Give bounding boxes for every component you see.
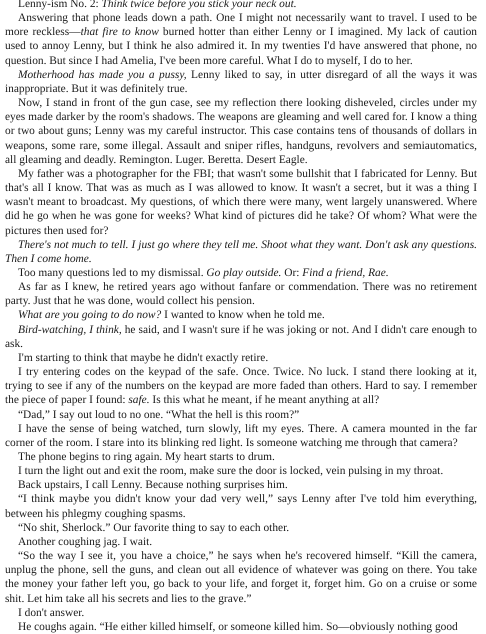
italic-text: Bird-watching, I think, (18, 323, 122, 336)
paragraph (5, 11, 477, 68)
body-text: My father was a photographer for the FBI; that wasn't some bullshit that I fabricated for Lenny. But that's all I know. That was as much as I was allowed to know. It wasn't a secret, but it was a thing I wasn't meant to broadcast. My questions, of which there were many, went largely unanswered. Where did he go when he was gone for weeks? What kind of pictures did he take? Of whom? What were the pictures then used for? (5, 167, 477, 237)
body-text: “So the way I see it, you have a choice,” he says when he's recovered himself. “Kill the camera, unplug the phone, sell the guns, and clean out all evidence of whatever was going on there. You take the money your father left you, go back to your life, and forget it, forget him. Go on a cruise or some shit. Let him take all his secrets and lies to the grave.” (5, 550, 477, 605)
body-text: The phone begins to ring again. My heart starts to drum. (18, 451, 275, 463)
body-text: Is this what he meant, if he meant anything at all? (149, 394, 380, 407)
body-text: Lenny liked to say, in utter disregard of all the ways it was inappropriate. But it was definitely true. (5, 68, 477, 95)
body-text: Back upstairs, I call Lenny. Because nothing surprises him. (18, 479, 288, 492)
paragraph (5, 464, 477, 478)
paragraph (5, 351, 477, 365)
body-text: I'm starting to think that maybe he didn't exactly retire. (18, 351, 269, 364)
body-text: As far as I knew, he retired years ago without fanfare or commendation. There was no retirement party. Just that he was done, would collect his pension. (5, 281, 477, 308)
paragraph (5, 365, 477, 407)
paragraph (5, 167, 477, 238)
italic-text: safe. (128, 394, 150, 407)
italic-text: Motherhood has made you a pussy, (18, 68, 187, 81)
paragraph (5, 96, 477, 167)
body-text: I turn the light out and exit the room, make sure the door is locked, vein pulsing in my throat. (18, 465, 444, 478)
paragraph (5, 308, 477, 322)
body-text: Another coughing jag. I wait. (18, 535, 153, 548)
body-text: Too many questions led to my dismissal. (18, 266, 207, 279)
body-text: “Dad,” I say out loud to no one. “What the hell is this room?” (18, 408, 300, 421)
body-text: Or: (281, 266, 303, 279)
paragraph (5, 68, 477, 96)
italic-text: Think twice before you stick your neck out. (101, 0, 297, 10)
paragraph (5, 238, 477, 266)
paragraph (5, 606, 477, 620)
italic-text: that fire to know (80, 26, 159, 39)
body-text: burned hotter than either Lenny or I imagined. My lack of caution used to annoy Lenny, but I think he also admired it. In my twenties I'd have answered that phone, no question. But since I had Amelia, I've been more careful. What I do to myself, I do to her. (5, 26, 477, 67)
body-text: I try entering codes on the keypad of the safe. Once. Twice. No luck. I stand there looking at it, trying to see if any of the numbers on the keypad are more faded than others. Hard to say. I remember the piece of paper I found: (5, 366, 477, 407)
italic-text: Find a friend, Rae. (302, 266, 389, 279)
paragraph (5, 450, 477, 464)
paragraph (5, 549, 477, 606)
paragraph (5, 408, 477, 422)
paragraph (5, 492, 477, 520)
body-text: I have the sense of being watched, turn slowly, lift my eyes. There. A camera mounted in the far corner of the room. I stare into its blinking red light. Is someone watching me through that camera? (5, 422, 477, 449)
body-text: Answering that phone leads down a path. One I might not necessarily want to travel. I used to be more reckless— (5, 12, 477, 39)
paragraph (5, 266, 477, 280)
italic-text: What are you going to do now? (18, 309, 162, 322)
paragraph (5, 422, 477, 450)
body-text: Now, I stand in front of the gun case, see my reflection there looking disheveled, circles under my eyes made darker by the room's shadows. The weapons are gleaming and well cared for. I know a thing or two about guns; Lenny was my careful instructor. This case contains tens of thousands of dollars in weapons, some rare, some illegal. Assault and sniper rifles, handguns, revolvers and semiautomatics, all gleaming and deadly. Remington. Luger. Beretta. Desert Eagle. (5, 97, 477, 166)
italic-text: There's not much to tell. I just go where they tell me. Shoot what they want. Don't ask any questions. Then I come home. (5, 238, 477, 265)
body-text: He coughs again. “He either killed himself, or someone killed him. So—obviously nothing good (18, 620, 458, 633)
italic-text: Go play outside. (206, 266, 282, 279)
paragraph (5, 620, 477, 634)
paragraph (5, 478, 477, 492)
body-text: “No shit, Sherlock.” Our favorite thing to say to each other. (18, 521, 290, 534)
paragraph (5, 521, 477, 535)
body-text: “I think maybe you didn't know your dad very well,” says Lenny after I've told him everything, between his phlegmy coughing spasms. (5, 493, 477, 520)
paragraph (5, 535, 477, 549)
paragraph (5, 280, 477, 308)
paragraph (5, 323, 477, 351)
paragraph (5, 0, 477, 11)
body-text: he said, and I wasn't sure if he was joking or not. And I didn't care enough to ask. (5, 323, 477, 350)
body-text: I wanted to know when he told me. (161, 309, 325, 322)
body-text: I don't answer. (18, 606, 85, 619)
body-text: Lenny-ism No. 2: (18, 0, 102, 10)
